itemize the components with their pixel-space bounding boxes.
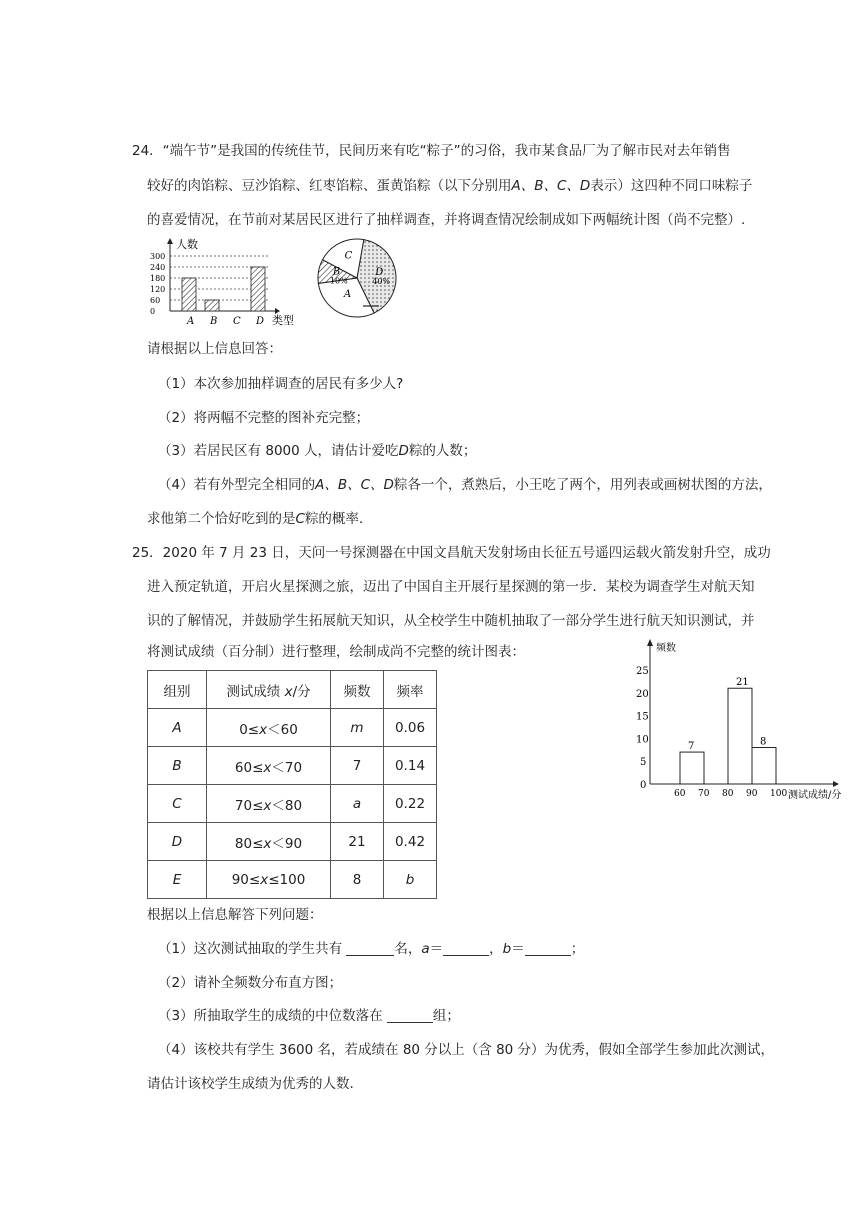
y-tick-label: 15 bbox=[636, 711, 649, 723]
table-row bbox=[148, 747, 437, 785]
table-cell: 0.06 bbox=[384, 709, 437, 747]
q24-sub-2: （2）将两幅不完整的图补充完整； bbox=[158, 410, 370, 426]
x-tick-label: A bbox=[187, 316, 195, 327]
x-axis-label: 测试成绩/分 bbox=[788, 790, 842, 801]
y-axis-label: 人数 bbox=[176, 238, 198, 251]
table-cell: 80≤x＜90 bbox=[207, 823, 331, 861]
table-cell: 7 bbox=[331, 747, 384, 785]
q25-line-1: 25．2020 年 7 月 23 日，天问一号探测器在中国文昌航天发射场由长征五号遥四运载火箭发射升空，成功 bbox=[132, 545, 771, 561]
q24-line-2: 较好的肉馅粽、豆沙馅粽、红枣馅粽、蛋黄馅粽（以下分别用A、B、C、D表示）这四种不同口味粽子 bbox=[147, 178, 753, 194]
table-header-row bbox=[148, 671, 437, 709]
table-cell: 0≤x＜60 bbox=[207, 709, 331, 747]
q25-line-3: 识的了解情况，并鼓励学生拓展航天知识，从全校学生中随机抽取了一部分学生进行航天知识测试，并 bbox=[147, 613, 755, 629]
table-cell: a bbox=[331, 785, 384, 823]
x-tick-label: 60 bbox=[674, 789, 686, 799]
x-tick-label: C bbox=[233, 316, 241, 327]
y-tick-label: 0 bbox=[150, 307, 156, 316]
slice-percent-label: 40% bbox=[372, 277, 391, 287]
q24-bar-chart bbox=[148, 236, 313, 330]
table-cell: 21 bbox=[331, 823, 384, 861]
q25-histogram bbox=[628, 636, 860, 806]
slice-label: A bbox=[343, 288, 352, 300]
table-row bbox=[148, 861, 437, 899]
y-tick-label: 5 bbox=[640, 757, 647, 769]
y-axis-label: 频数 bbox=[656, 643, 676, 654]
slice-label: D bbox=[375, 267, 384, 279]
q24-sub-3: （3）若居民区有 8000 人，请估计爱吃D粽的人数； bbox=[158, 443, 477, 459]
answer-blank[interactable] bbox=[525, 941, 571, 956]
q24-sub-1: （1）本次参加抽样调查的居民有多少人? bbox=[158, 376, 404, 392]
table-cell: C bbox=[148, 785, 207, 823]
histogram-bar bbox=[728, 688, 752, 784]
q25-sub-2: （2）请补全频数分布直方图； bbox=[158, 975, 343, 991]
bar bbox=[205, 300, 219, 311]
table-cell: 60≤x＜70 bbox=[207, 747, 331, 785]
table-cell: B bbox=[148, 747, 207, 785]
data-label: 21 bbox=[736, 677, 749, 689]
y-axis-arrow bbox=[647, 639, 653, 646]
table-cell: b bbox=[384, 861, 437, 899]
y-tick-label: 300 bbox=[150, 252, 166, 261]
table-cell: 0.42 bbox=[384, 823, 437, 861]
table-header: 组别 bbox=[148, 671, 207, 709]
q25-prompt: 根据以上信息解答下列问题： bbox=[147, 907, 323, 923]
score-table bbox=[147, 670, 437, 899]
q24-line-1: 24．“端午节”是我国的传统佳节，民间历来有吃“粽子”的习俗，我市某食品厂为了解市民对去年销售 bbox=[132, 143, 731, 159]
y-tick-label: 240 bbox=[150, 263, 166, 272]
y-tick-label: 180 bbox=[150, 274, 166, 283]
table-cell: E bbox=[148, 861, 207, 899]
q25-line-4: 将测试成绩（百分制）进行整理，绘制成尚不完整的统计图表： bbox=[147, 644, 525, 660]
table-row bbox=[148, 709, 437, 747]
table-cell: A bbox=[148, 709, 207, 747]
q24-prompt: 请根据以上信息回答： bbox=[147, 341, 282, 357]
histogram-bar bbox=[752, 748, 776, 784]
y-tick-label: 20 bbox=[636, 688, 649, 700]
y-tick-label: 60 bbox=[150, 296, 161, 305]
slice-label: C bbox=[344, 250, 353, 262]
q25-sub-4: （4）该校共有学生 3600 名，若成绩在 80 分以上（含 80 分）为优秀，假如全部学生参加此次测试， bbox=[158, 1042, 775, 1058]
data-label: 7 bbox=[688, 741, 695, 753]
bar bbox=[251, 267, 265, 311]
y-tick-label: 10 bbox=[636, 734, 649, 746]
y-tick-label: 120 bbox=[150, 285, 166, 294]
slice-percent-label: 10% bbox=[329, 276, 348, 286]
table-header: 测试成绩 x/分 bbox=[207, 671, 331, 709]
table-cell: 8 bbox=[331, 861, 384, 899]
slice-label: B bbox=[332, 266, 341, 278]
x-tick-label: 70 bbox=[698, 789, 710, 799]
table-cell: 90≤x≤100 bbox=[207, 861, 331, 899]
answer-blank[interactable] bbox=[346, 941, 394, 956]
table-cell: 0.22 bbox=[384, 785, 437, 823]
x-tick-label: D bbox=[256, 316, 265, 327]
x-axis-label: 类型 bbox=[272, 314, 294, 327]
table-cell: D bbox=[148, 823, 207, 861]
table-row bbox=[148, 785, 437, 823]
x-tick-label: 90 bbox=[746, 789, 758, 799]
q24-line-3: 的喜爱情况，在节前对某居民区进行了抽样调查，并将调查情况绘制成如下两幅统计图（尚不完整）. bbox=[147, 212, 746, 228]
q24-pie-chart bbox=[315, 236, 400, 321]
histogram-bar bbox=[680, 752, 704, 784]
x-tick-label: 80 bbox=[722, 789, 734, 799]
table-cell: 0.14 bbox=[384, 747, 437, 785]
y-tick-label: 25 bbox=[636, 666, 649, 677]
x-axis-arrow bbox=[833, 781, 839, 787]
bar bbox=[182, 278, 196, 311]
q24-sub-4: （4）若有外型完全相同的A、B、C、D粽各一个，煮熟后，小王吃了两个，用列表或画树状图的方法， bbox=[158, 477, 772, 493]
q24-sub-4-cont: 求他第二个恰好吃到的是C粽的概率. bbox=[147, 511, 364, 527]
q25-sub-3: （3）所抽取学生的成绩的中位数落在 组； bbox=[158, 1008, 460, 1024]
table-cell: m bbox=[331, 709, 384, 747]
table-row bbox=[148, 823, 437, 861]
table-header: 频数 bbox=[331, 671, 384, 709]
table-header: 频率 bbox=[384, 671, 437, 709]
x-tick-label: B bbox=[210, 316, 218, 327]
answer-blank[interactable] bbox=[387, 1008, 433, 1023]
q25-line-2: 进入预定轨道，开启火星探测之旅，迈出了中国自主开展行星探测的第一步．某校为调查学生对航天知 bbox=[147, 579, 755, 595]
answer-blank[interactable] bbox=[443, 941, 489, 956]
q25-sub-1: （1）这次测试抽取的学生共有 名，a＝ ，b＝ ； bbox=[158, 941, 585, 957]
y-tick-label: 0 bbox=[640, 780, 647, 791]
y-axis-arrow bbox=[167, 238, 173, 244]
x-tick-label: 100 bbox=[770, 789, 788, 799]
q25-sub-4-cont: 请估计该校学生成绩为优秀的人数. bbox=[147, 1076, 354, 1092]
data-label: 8 bbox=[760, 736, 767, 748]
table-cell: 70≤x＜80 bbox=[207, 785, 331, 823]
